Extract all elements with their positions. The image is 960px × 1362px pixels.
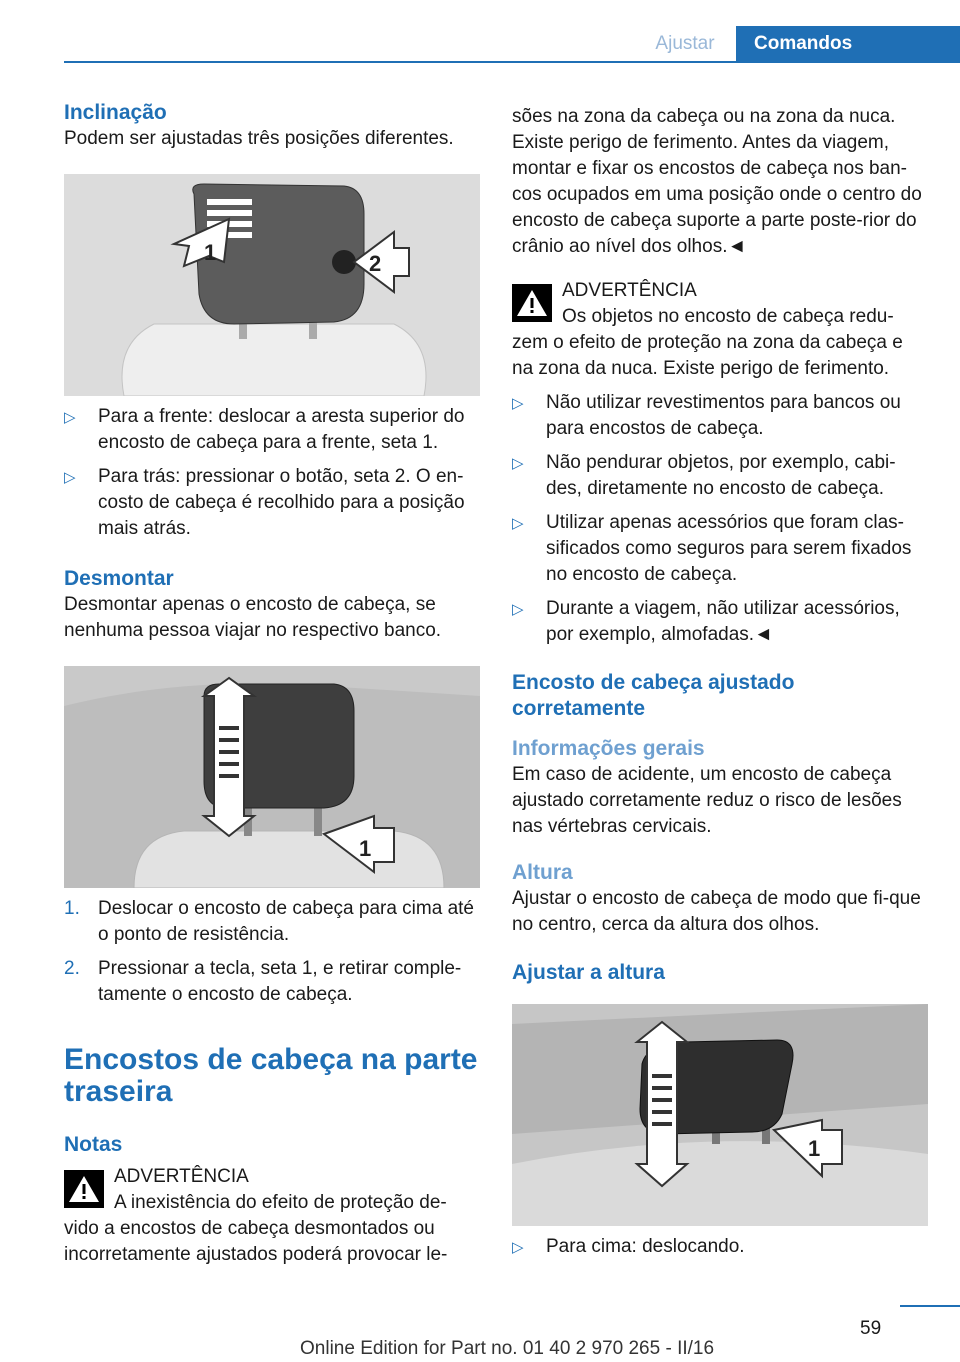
heading-ajustar-altura: Ajustar a altura (512, 961, 665, 984)
warning-block-right (512, 278, 928, 330)
header-rule (64, 61, 960, 63)
continued-text: sões na zona da cabeça ou na zona da nuca. Existe perigo de ferimento. Antes da viagem, montar e fixar os encostos de cabeça nos ban‐cos ocupados em uma posição onde o centro do encosto de cabeça suporte a parte poste‐rior do crânio ao nível dos olhos.◄ (512, 106, 922, 257)
figure-headrest-remove (64, 666, 480, 888)
footer-edition: Online Edition for Part no. 01 40 2 970 265 - II/16 (300, 1338, 715, 1359)
info-text: Em caso de acidente, um encosto de cabeça ajustado corretamente reduz o risco de lesões nas vértebras cervicais. (512, 764, 902, 837)
triangle-bullet-icon: ▷ (512, 1239, 524, 1256)
list-item-text: Deslocar o encosto de cabeça para cima até o ponto de resistência. (98, 898, 474, 945)
list-item (512, 450, 928, 502)
triangle-bullet-icon: ▷ (512, 395, 524, 412)
headrest-height-illustration (512, 1004, 928, 1226)
footer-rule (900, 1305, 960, 1307)
list-item (64, 956, 480, 1008)
warning-first-line: A inexistência do efeito de proteção de‐ (114, 1192, 447, 1213)
header-tab-ajustar: Ajustar (655, 32, 715, 54)
list-item (64, 896, 480, 948)
altura-text: Ajustar o encosto de cabeça de modo que fi‐que no centro, cerca da altura dos olhos. (512, 888, 921, 935)
triangle-bullet-icon: ▷ (64, 469, 76, 486)
step-number: 1. (64, 898, 80, 919)
list-item-text: Para a frente: deslocar a aresta superior do encosto de cabeça para a frente, seta 1. (98, 406, 465, 453)
inclinacao-list (64, 404, 480, 542)
headrest-remove-illustration (64, 666, 480, 888)
triangle-bullet-icon: ▷ (64, 409, 76, 426)
heading-rear-headrests: Encostos de cabeça na parte traseira (64, 1043, 478, 1108)
heading-notas: Notas (64, 1133, 123, 1156)
triangle-bullet-icon: ▷ (512, 515, 524, 532)
fig3-label-1: 1 (808, 1136, 821, 1161)
list-item-text: Para cima: deslocando. (546, 1236, 745, 1257)
list-item-text: Utilizar apenas acessórios que foram clas‐sificados como seguros para serem fixados no encosto de cabeça. (546, 512, 912, 585)
list-item-text: Pressionar a tecla, seta 1, e retirar comple‐tamente o encosto de cabeça. (98, 958, 462, 1005)
figure-headrest-tilt (64, 174, 480, 396)
list-item (512, 1234, 928, 1261)
triangle-bullet-icon: ▷ (512, 455, 524, 472)
warning-title: ADVERTÊNCIA (562, 280, 697, 301)
list-item (512, 510, 928, 588)
fig1-label-2: 2 (369, 251, 382, 276)
list-item (512, 390, 928, 442)
warning-text-rest: vido a encostos de cabeça desmontados ou incorretamente ajustados poderá provocar le‐ (64, 1218, 448, 1265)
heading-desmontar: Desmontar (64, 567, 174, 590)
right-column (512, 104, 928, 1261)
left-column (64, 100, 480, 1268)
warning-title: ADVERTÊNCIA (114, 1166, 249, 1187)
fig1-label-1: 1 (204, 240, 217, 265)
list-item-text: Não pendurar objetos, por exemplo, cabi‐des, diretamente no encosto de cabeça. (546, 452, 896, 499)
ajustar-list (512, 1234, 928, 1261)
desmontar-text: Desmontar apenas o encosto de cabeça, se nenhuma pessoa viajar no respectivo banco. (64, 594, 442, 641)
list-item (64, 464, 480, 542)
page-number: 59 (860, 1318, 882, 1339)
fig2-label-1: 1 (359, 836, 372, 861)
list-item (512, 596, 928, 648)
list-item-text: Não utilizar revestimentos para bancos ou para encostos de cabeça. (546, 392, 901, 439)
warning-first-line: Os objetos no encosto de cabeça redu‐ (562, 306, 894, 327)
warning-text-rest: zem o efeito de proteção na zona da cabeça e na zona da nuca. Existe perigo de ferimento. (512, 332, 903, 379)
headrest-tilt-illustration (64, 174, 480, 396)
heading-correct-adjusted: Encosto de cabeça ajustado corretamente (512, 671, 795, 720)
heading-inclinacao: Inclinação (64, 101, 167, 124)
list-item-text: Para trás: pressionar o botão, seta 2. O en‐costo de cabeça é recolhido para a posição mais atrás. (98, 466, 465, 539)
list-item-text: Durante a viagem, não utilizar acessórios, por exemplo, almofadas.◄ (546, 598, 900, 645)
desmontar-steps (64, 896, 480, 1008)
triangle-bullet-icon: ▷ (512, 601, 524, 618)
list-item (64, 404, 480, 456)
warning-triangle-icon (512, 284, 552, 322)
heading-informacoes-gerais: Informações gerais (512, 737, 705, 760)
header-tab-comandos: Comandos (736, 26, 960, 61)
inclinacao-text: Podem ser ajustadas três posições diferentes. (64, 128, 454, 149)
heading-altura: Altura (512, 861, 573, 884)
warning-list (512, 390, 928, 648)
step-number: 2. (64, 958, 80, 979)
warning-triangle-icon (64, 1170, 104, 1208)
figure-headrest-height (512, 1004, 928, 1226)
warning-block-left (64, 1164, 480, 1216)
